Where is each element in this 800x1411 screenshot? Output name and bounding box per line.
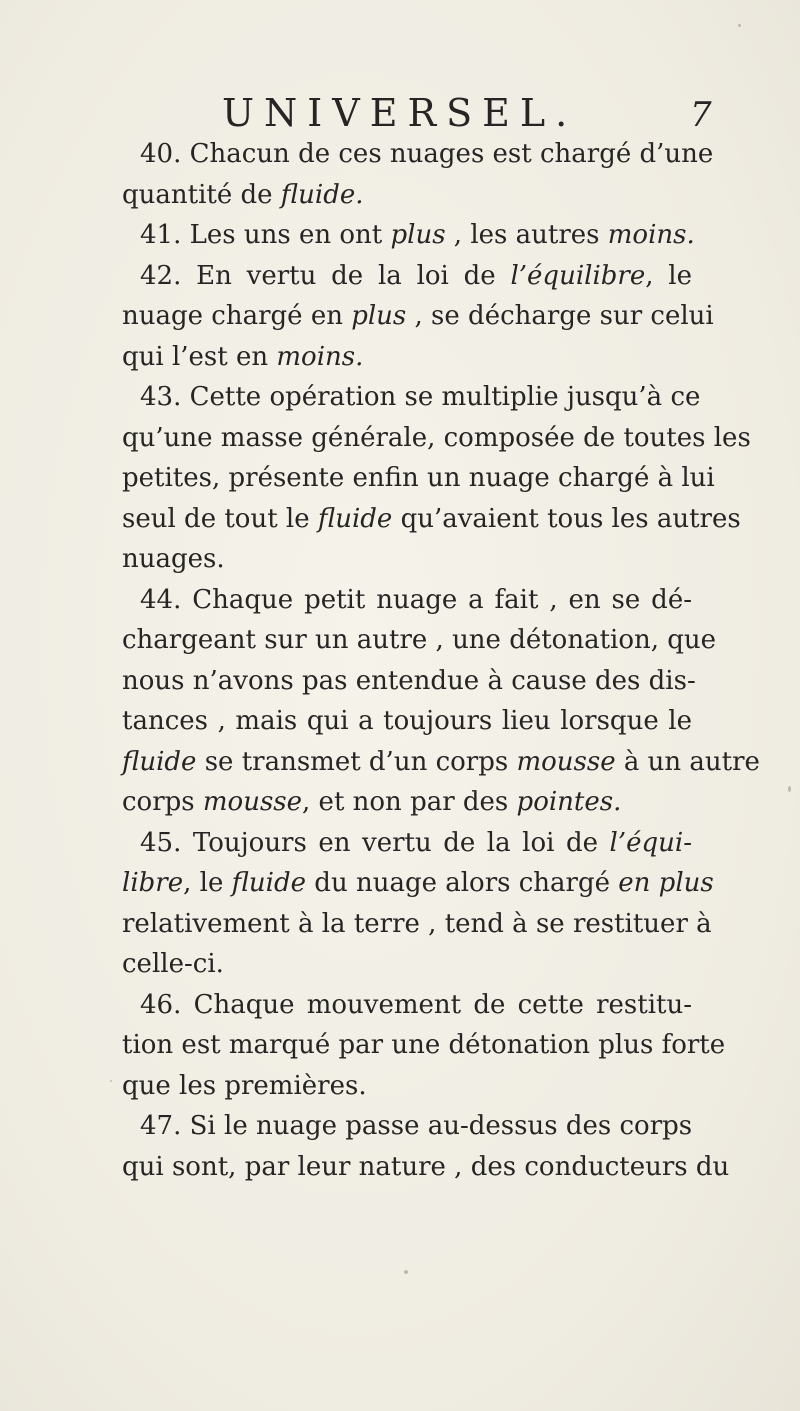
text-line <box>122 701 692 741</box>
text-line <box>140 377 701 417</box>
italic-term: pointes. <box>516 787 622 817</box>
text-line <box>122 499 741 539</box>
text-line <box>122 782 692 822</box>
text-run: du nuage alors chargé <box>306 868 619 898</box>
text-line <box>122 620 717 660</box>
text-line <box>122 296 714 336</box>
italic-term: en plus <box>618 868 714 898</box>
text-line <box>140 1106 692 1146</box>
text-run: nuage chargé en <box>122 301 352 331</box>
text-run: qu’avaient tous les autres <box>392 503 741 534</box>
italic-term: moins. <box>607 220 695 250</box>
text-run: 46. Chaque mouvement de cette restitu- <box>140 989 692 1020</box>
text-run: tion est marqué par une détonation plus forte <box>122 1030 726 1060</box>
text-line <box>140 580 692 620</box>
text-run: de <box>240 179 281 210</box>
text-line <box>122 742 760 782</box>
italic-term: libre <box>122 868 184 898</box>
text-line <box>122 1025 726 1065</box>
paper-speck <box>110 1080 112 1082</box>
text-run: , et non par des <box>302 787 517 817</box>
text-run: tances , mais qui a toujours lieu lorsque le <box>122 706 692 736</box>
text-run: 45. Toujours en vertu de la loi de <box>140 827 610 858</box>
paper-speck <box>404 1270 408 1274</box>
text-run: corps <box>122 787 203 817</box>
text-run: 41. Les uns en ont <box>140 220 391 250</box>
text-line <box>122 661 696 701</box>
paper-speck <box>788 786 791 792</box>
text-line <box>122 863 714 903</box>
text-run: que les premières. <box>122 1070 367 1101</box>
text-line <box>122 539 692 579</box>
text-run: , le <box>183 868 232 898</box>
italic-term: plus <box>351 301 407 331</box>
text-run: nuages. <box>122 544 225 574</box>
italic-term: fluide <box>317 503 393 534</box>
text-run: à un autre <box>615 746 760 777</box>
text-run: 42. En vertu de la loi de <box>140 260 511 291</box>
text-run: seul de tout le <box>122 503 318 534</box>
text-run: chargeant sur un autre , une détonation, que <box>122 625 717 655</box>
text-run: petites, présente enfin un nuage chargé à lui <box>122 463 715 493</box>
text-line <box>122 418 751 458</box>
text-line <box>140 256 692 296</box>
text-line <box>122 175 692 215</box>
italic-term: fluide. <box>280 179 364 210</box>
text-line <box>140 215 695 255</box>
text-run: qu’une masse générale, composée de toutes les <box>122 422 751 453</box>
text-run: , le <box>645 260 692 291</box>
text-line <box>122 337 692 377</box>
paper-speck <box>738 24 741 27</box>
text-line <box>122 1147 730 1187</box>
text-run: se transmet d’un corps <box>196 746 517 777</box>
text-run: 43. Cette opération se multiplie jusqu’à ce <box>140 382 701 412</box>
text-line <box>140 985 692 1025</box>
page-number: 7 <box>690 95 712 135</box>
page-header <box>0 88 800 138</box>
text-line <box>122 458 715 498</box>
italic-term: mousse <box>516 746 616 777</box>
italic-term: moins. <box>276 341 364 372</box>
text-run: qui l’est en <box>122 341 277 372</box>
text-run: 40. Chacun de ces nuages est chargé d’une <box>140 139 714 169</box>
italic-term: fluide <box>231 868 307 898</box>
running-title: UNIVERSEL. <box>222 91 578 135</box>
italic-term: plus <box>390 220 446 250</box>
text-run: relativement à la terre , tend à se restituer à <box>122 908 712 939</box>
text-run: 47. Si le nuage passe au-dessus des corps <box>140 1111 693 1141</box>
text-line <box>140 823 692 863</box>
italic-term: l’équilibre <box>510 260 646 291</box>
text-run: quantité <box>122 179 241 210</box>
text-line <box>140 134 714 174</box>
italic-term: fluide <box>122 746 197 777</box>
text-line <box>122 944 692 984</box>
text-run: , se décharge sur celui <box>406 301 714 331</box>
text-run: qui sont, par leur nature , des conducteurs du <box>122 1151 730 1182</box>
text-run: 44. Chaque petit nuage a fait , en se dé- <box>140 584 692 615</box>
text-run: celle-ci. <box>122 949 224 979</box>
text-line <box>122 1066 692 1106</box>
text-line <box>122 904 712 944</box>
text-run: nous n’avons pas entendue à cause des dis- <box>122 665 696 696</box>
text-run: , les autres <box>445 220 608 250</box>
italic-term: l’équi- <box>609 827 692 858</box>
italic-term: mousse <box>202 787 303 817</box>
